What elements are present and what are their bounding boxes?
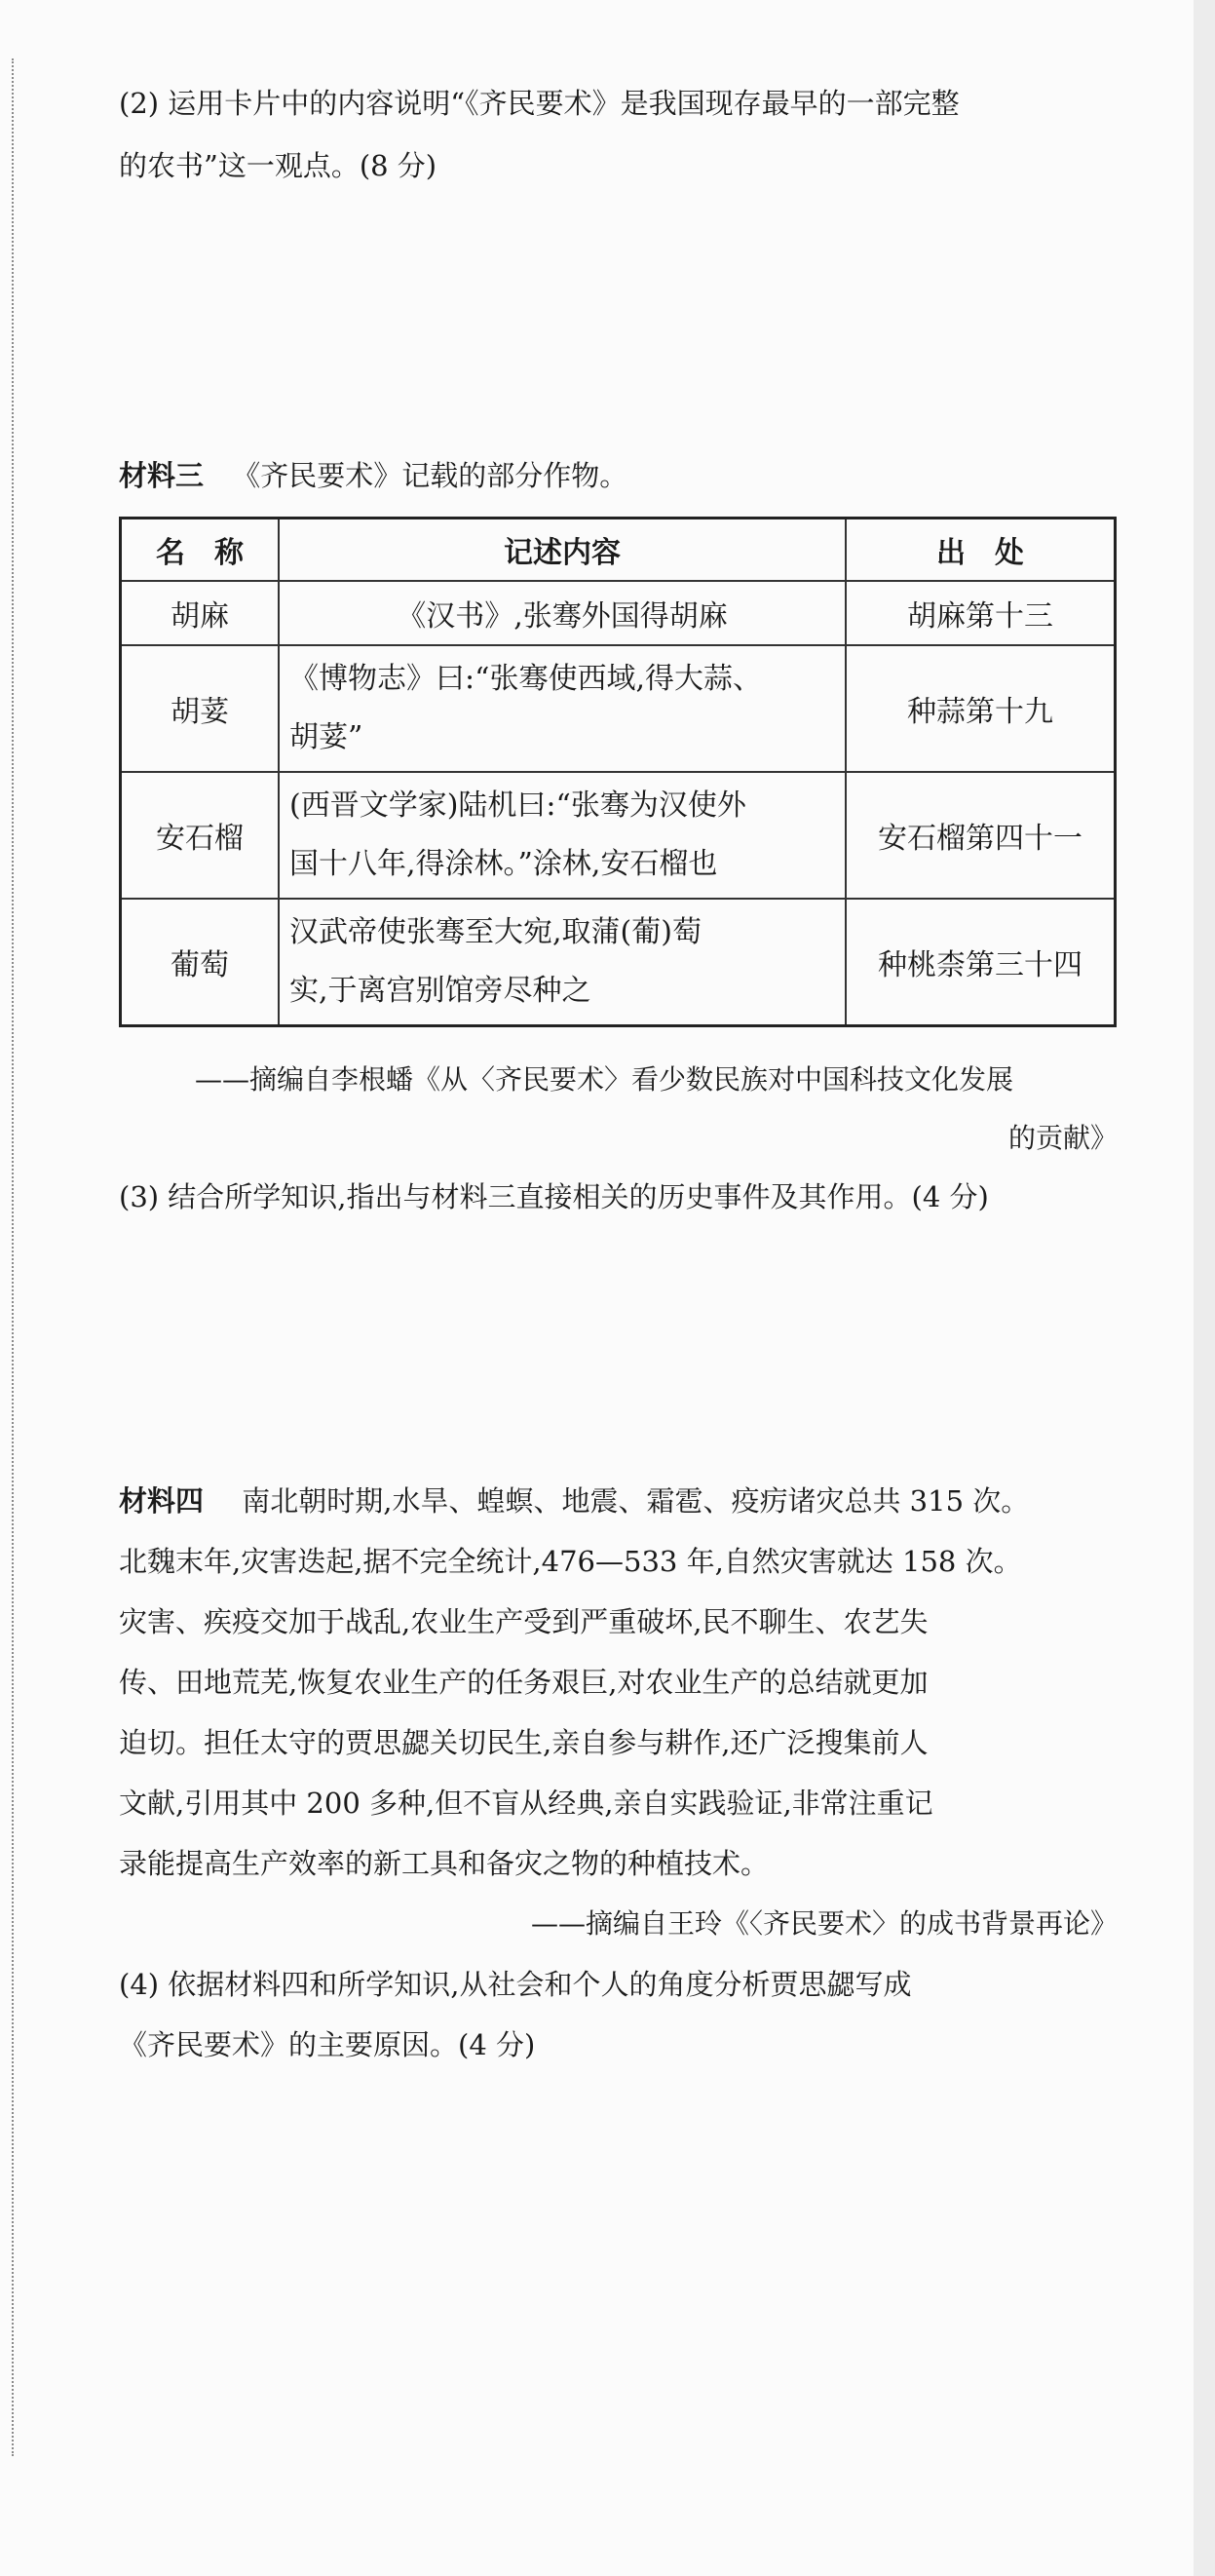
row-name: 胡麻 [121, 581, 280, 645]
row-name: 胡荽 [121, 645, 280, 772]
material-4-line: 灾害、疾疫交加于战乱,农业生产受到严重破坏,民不聊生、农艺失 [119, 1605, 929, 1638]
question-3: (3) 结合所学知识,指出与材料三直接相关的历史事件及其作用。(4 分) [119, 1180, 989, 1213]
row-name: 葡萄 [121, 899, 280, 1026]
material-3-heading [119, 446, 627, 505]
question-4-line-2: 《齐民要术》的主要原因。(4 分) [119, 2028, 536, 2061]
row-content-line: 实,于离宫别馆旁尽种之 [289, 974, 591, 1008]
table-header-row [121, 519, 1116, 582]
row-content [279, 581, 846, 645]
header-content: 记述内容 [279, 519, 846, 582]
table-row [121, 899, 1116, 1026]
material-4-label: 材料四 [119, 1484, 205, 1518]
binding-dotted-line [12, 58, 14, 2456]
row-content [279, 899, 846, 1026]
material-4-citation: ——摘编自王玲《〈齐民要术〉的成书背景再论》 [530, 1907, 1118, 1940]
row-content-line: 《汉书》,张骞外国得胡麻 [397, 599, 728, 634]
row-content [279, 645, 846, 772]
material-4-line: 文献,引用其中 200 多种,但不盲从经典,亲自实践验证,非常注重记 [119, 1787, 933, 1820]
table-row [121, 581, 1116, 645]
header-source: 出 处 [846, 519, 1116, 582]
row-content-line: 汉武帝使张骞至大宛,取蒲(葡)萄 [289, 915, 702, 949]
header-name: 名 称 [121, 519, 280, 582]
material-4-line: 迫切。担任太守的贾思勰关切民生,亲自参与耕作,还广泛搜集前人 [119, 1726, 929, 1759]
row-source: 安石榴第四十一 [846, 772, 1116, 899]
material-3-citation-line-1: ——摘编自李根蟠《从〈齐民要术〉看少数民族对中国科技文化发展 [195, 1063, 1014, 1096]
question-4-line-1: (4) 依据材料四和所学知识,从社会和个人的角度分析贾思勰写成 [119, 1968, 912, 2001]
material-4-line-1 [119, 1472, 1029, 1530]
page-edge-band [1194, 0, 1215, 2576]
material-4-line: 北魏末年,灾害迭起,据不完全统计,476—533 年,自然灾害就达 158 次。 [119, 1545, 1022, 1578]
row-content-line: (西晋文学家)陆机曰:“张骞为汉使外 [289, 788, 746, 823]
crops-table [119, 517, 1117, 1027]
row-content-line: 《博物志》曰:“张骞使西域,得大蒜、 [289, 662, 762, 696]
row-content [279, 772, 846, 899]
material-3-caption: 《齐民要术》记载的部分作物。 [232, 459, 628, 492]
material-3-label: 材料三 [119, 459, 205, 492]
material-3-citation-line-2: 的贡献》 [1007, 1122, 1118, 1154]
material-4-line: 录能提高生产效率的新工具和备灾之物的种植技术。 [119, 1847, 770, 1880]
question-2-line-2: 的农书”这一观点。(8 分) [119, 149, 437, 182]
row-source: 种桃柰第三十四 [846, 899, 1116, 1026]
row-content-line: 国十八年,得涂林。”涂林,安石榴也 [289, 847, 718, 881]
material-4-text: 南北朝时期,水旱、蝗螟、地震、霜雹、疫疠诸灾总共 315 次。 [242, 1484, 1030, 1518]
material-4-line: 传、田地荒芜,恢复农业生产的任务艰巨,对农业生产的总结就更加 [119, 1666, 929, 1699]
row-content-line: 胡荽” [289, 720, 363, 754]
row-source: 种蒜第十九 [846, 645, 1116, 772]
question-2-line-1: (2) 运用卡片中的内容说明“《齐民要术》是我国现存最早的一部完整 [119, 87, 960, 120]
table-row [121, 772, 1116, 899]
row-source: 胡麻第十三 [846, 581, 1116, 645]
row-name: 安石榴 [121, 772, 280, 899]
table-row [121, 645, 1116, 772]
